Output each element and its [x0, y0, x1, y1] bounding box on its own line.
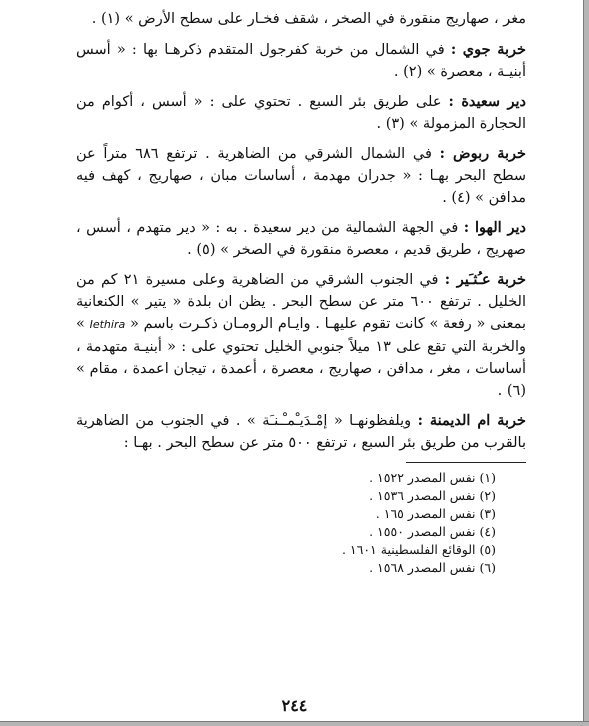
entry-khirbet-juwi	[76, 39, 526, 83]
continuation-line: مغر ، صهاريج منقورة في الصخر ، شقف فخـار على سطح الأرض » (١) .	[91, 11, 526, 27]
document-page	[76, 8, 526, 577]
footnote: (٢) نفس المصدر ١٥٣٦ .	[369, 488, 496, 503]
entry-text: على طريق بئر السبع . تحتوي على : « أسس ، أكوام من الحجارة المزمولة » (٣) .	[76, 94, 526, 132]
entry-text: في الجهة الشمالية من دير سعيدة . به : « دير متهدم ، أسس ، صهريج ، طريق قديم ، معصرة منقورة في الصخر » (٥) .	[76, 220, 526, 258]
page-number: ٢٤٤	[281, 696, 308, 715]
entry-title: خربة جوي :	[450, 41, 527, 58]
entry-khirbet-rabud	[76, 143, 526, 209]
entry-text-continued: » والخربة التي تقع على ١٣ ميلاً جنوبي الخليل تحتوي على : « أبنيـة متهدمة ، أساسات ، مغر ، مدافن ، صهاريج ، معصرة ، أعمدة ، تيجان اعمدة ، مقام » (٦) .	[76, 316, 527, 399]
entry-title: خربة عـُثـَير :	[444, 271, 527, 288]
entry-khirbet-umm-al-dimna	[76, 410, 526, 454]
footnote: (٣) نفس المصدر ١٦٥ .	[375, 506, 496, 521]
window-frame-bottom	[0, 721, 589, 726]
footnote-divider	[406, 462, 526, 463]
entry-deir-saida	[76, 91, 526, 135]
entry-title: خربة ام الديمنة :	[417, 412, 526, 429]
latin-term: Iethira	[89, 318, 126, 331]
entry-title: دير الهوا :	[463, 219, 527, 236]
entry-text: في الجنوب الشرقي من الضاهرية وعلى مسيرة ٢١ كم من الخليل . ترتفع ٦٠٠ متر عن سطح البحر . يظن ان بلدة « يتير » الكنعانية بمعنى « رفعة » كانت تقوم عليهـا . وايـام الرومـان ذكـرت باسم «	[76, 272, 527, 332]
footnote: (٦) نفس المصدر ١٥٦٨ .	[369, 560, 496, 575]
entry-title: دير سعيدة :	[448, 93, 527, 110]
entry-text: ويلفظونهـا « إمْـدَيـْمـْـنـَة » . في الجنوب من الضاهرية بالقرب من طريق بئر السبع ، ترتفع ٥٠٠ متر عن سطح البحر . بهـا :	[76, 413, 526, 451]
entry-title: خربة ربوض :	[439, 145, 526, 162]
footnote: (٤) نفس المصدر ١٥٥٠ .	[369, 524, 496, 539]
entry-khirbet-ashir	[76, 269, 526, 402]
footnote: (١) نفس المصدر ١٥٢٢ .	[369, 470, 496, 485]
footnote: (٥) الوقائع الفلسطينية ١٦٠١ .	[341, 542, 496, 557]
entry-text: في الشمال الشرقي من الضاهرية . ترتفع ٦٨٦ متراً عن سطح البحر بهـا : « جدران مهدمة ، أساسات مبان ، صهاريج ، كهف فيه مدافن » (٤) .	[76, 146, 526, 206]
footnotes-list	[76, 469, 526, 577]
entry-text: في الشمال من خربة كفرجول المتقدم ذكرهـا بها : « أسس أبنيـة ، معصرة » (٢) .	[76, 42, 526, 80]
window-frame-right	[583, 0, 589, 726]
entry-deir-al-hawa	[76, 217, 526, 261]
